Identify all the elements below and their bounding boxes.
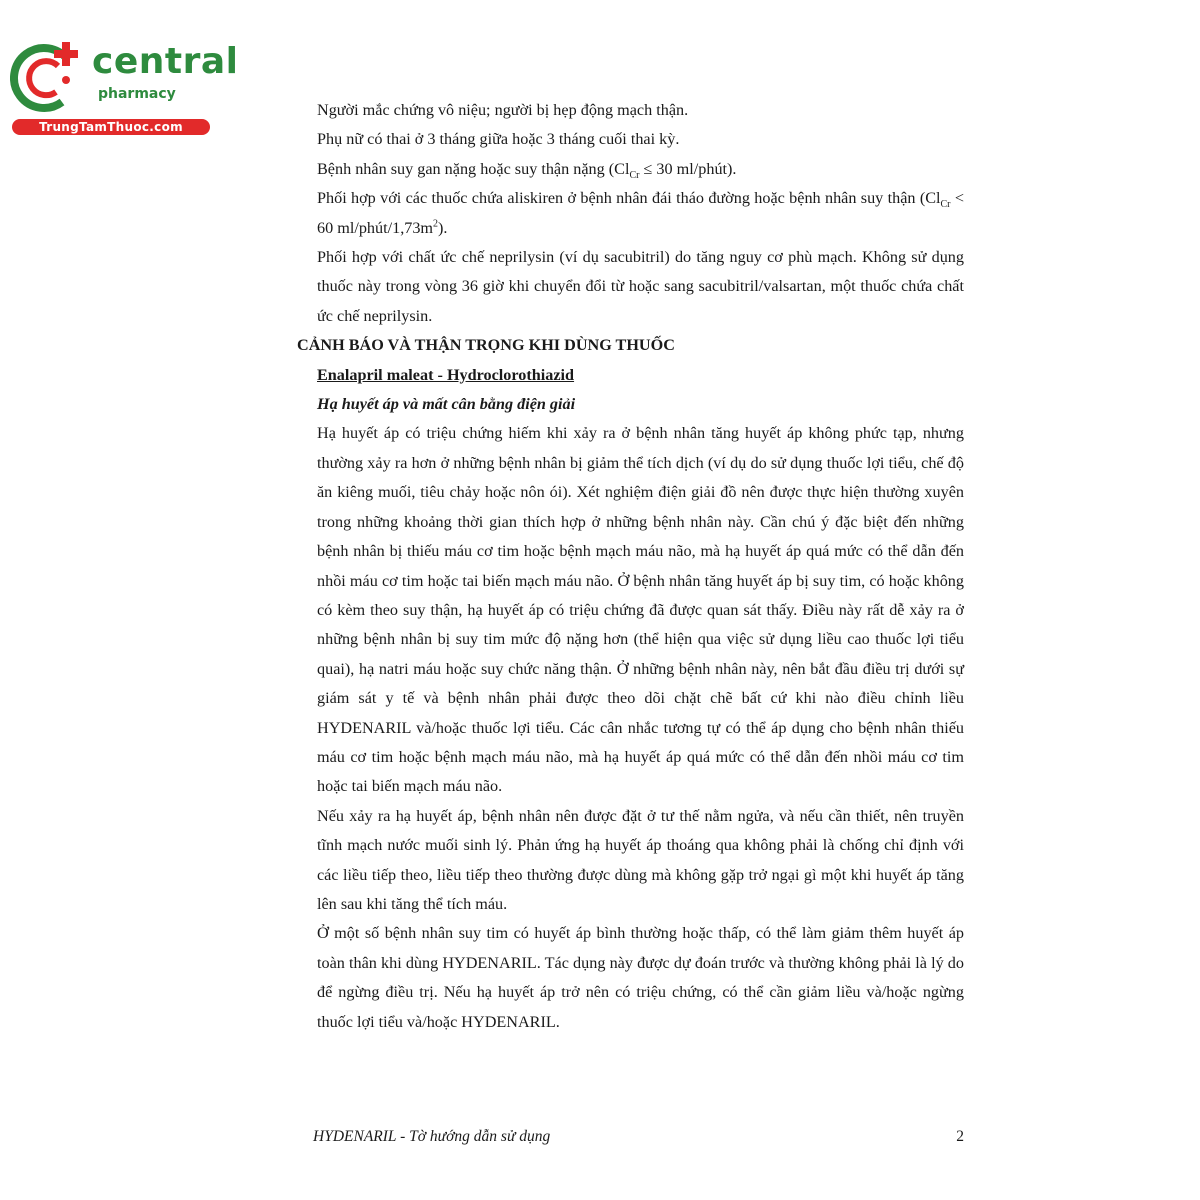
document-body	[297, 96, 964, 1037]
pharmacy-cross-logo-icon	[10, 38, 90, 118]
paragraph: Nếu xảy ra hạ huyết áp, bệnh nhân nên được đặt ở tư thế nằm ngửa, và nếu cần thiết, nên truyền tĩnh mạch nước muối sinh lý. Phản ứng hạ huyết áp thoáng qua không phải là chống chỉ định với các liều tiếp theo, liều tiếp theo thường được dùng mà không gặp trở ngại gì một khi huyết áp tăng lên sau khi tăng thể tích máu.	[317, 806, 964, 913]
subsection-title: Enalapril maleat - Hydroclorothiazid	[317, 365, 575, 384]
contraindication-item: Phối hợp với chất ức chế neprilysin (ví dụ sacubitril) do tăng nguy cơ phù mạch. Không sử dụng thuốc này trong vòng 36 giờ khi chuyển đổi từ hoặc sang sacubitril/valsartan, một thuốc chứa chất ức chế neprilysin.	[317, 248, 964, 325]
contraindication-item: Bệnh nhân suy gan nặng hoặc suy thận nặng ($Cl_{Cr} \le 30$ ml/phút).	[317, 159, 737, 182]
logo-brand-name: central	[92, 41, 239, 82]
paragraph: Ở một số bệnh nhân suy tim có huyết áp bình thường hoặc thấp, có thể làm giảm thêm huyết áp toàn thân khi dùng HYDENARIL. Tác dụng này được dự đoán trước và thường không phải là lý do để ngừng điều trị. Nếu hạ huyết áp trở nên có triệu chứng, có thể cần giảm liều và/hoặc ngừng thuốc lợi tiểu và/hoặc HYDENARIL.	[317, 924, 964, 1031]
pharmacy-logo	[10, 38, 239, 138]
contraindication-item: Phụ nữ có thai ở 3 tháng giữa hoặc 3 tháng cuối thai kỳ.	[317, 130, 680, 149]
page-number: 2	[956, 1128, 964, 1145]
contraindication-item: Người mắc chứng vô niệu; người bị hẹp động mạch thận.	[317, 101, 689, 119]
paragraph: Hạ huyết áp có triệu chứng hiếm khi xảy ra ở bệnh nhân tăng huyết áp không phức tạp, nhưng thường xảy ra hơn ở những bệnh nhân bị giảm thể tích dịch (ví dụ do sử dụng thuốc lợi tiểu, chế độ ăn kiêng muối, tiêu chảy hoặc nôn ói). Xét nghiệm điện giải đồ nên được thực hiện thường xuyên trong những khoảng thời gian thích hợp ở những bệnh nhân này. Cần chú ý đặc biệt đến những bệnh nhân bị thiếu máu cơ tim hoặc bệnh mạch máu não, mà hạ huyết áp quá mức có thể dẫn đến nhồi máu cơ tim hoặc tai biến mạch máu não. Ở bệnh nhân tăng huyết áp bị suy tim, có hoặc không có kèm theo suy thận, hạ huyết áp có triệu chứng đã được quan sát thấy. Điều này rất dễ xảy ra ở những bệnh nhân bị suy tim mức độ nặng hơn (thể hiện qua việc sử dụng liều cao thuốc lợi tiểu quai), hạ natri máu hoặc suy chức năng thận. Ở những bệnh nhân này, nên bắt đầu điều trị dưới sự giám sát y tế và bệnh nhân phải được theo dõi chặt chẽ bất cứ khi nào điều chỉnh liều HYDENARIL và/hoặc thuốc lợi tiểu. Các cân nhắc tương tự có thể áp dụng cho bệnh nhân thiếu máu cơ tim hoặc bệnh mạch máu não, mà hạ huyết áp quá mức có thể dẫn đến nhồi máu cơ tim hoặc tai biến mạch máu não.	[317, 424, 964, 796]
logo-website-badge: TrungTamThuoc.com	[12, 119, 210, 135]
footer-title: HYDENARIL - Tờ hướng dẫn sử dụng	[313, 1128, 551, 1145]
contraindication-item: Phối hợp với các thuốc chứa aliskiren ở bệnh nhân đái tháo đường hoặc bệnh nhân suy thận ($Cl_{Cr} < 60$ $ml/phút/1,73m^2$).	[317, 189, 964, 237]
section-heading: CẢNH BÁO VÀ THẬN TRỌNG KHI DÙNG THUỐC	[297, 336, 675, 355]
subsection-italic-title: Hạ huyết áp và mất cân bằng điện giải	[317, 395, 576, 414]
page-footer	[313, 1128, 964, 1146]
logo-brand-sub: pharmacy	[98, 86, 176, 102]
